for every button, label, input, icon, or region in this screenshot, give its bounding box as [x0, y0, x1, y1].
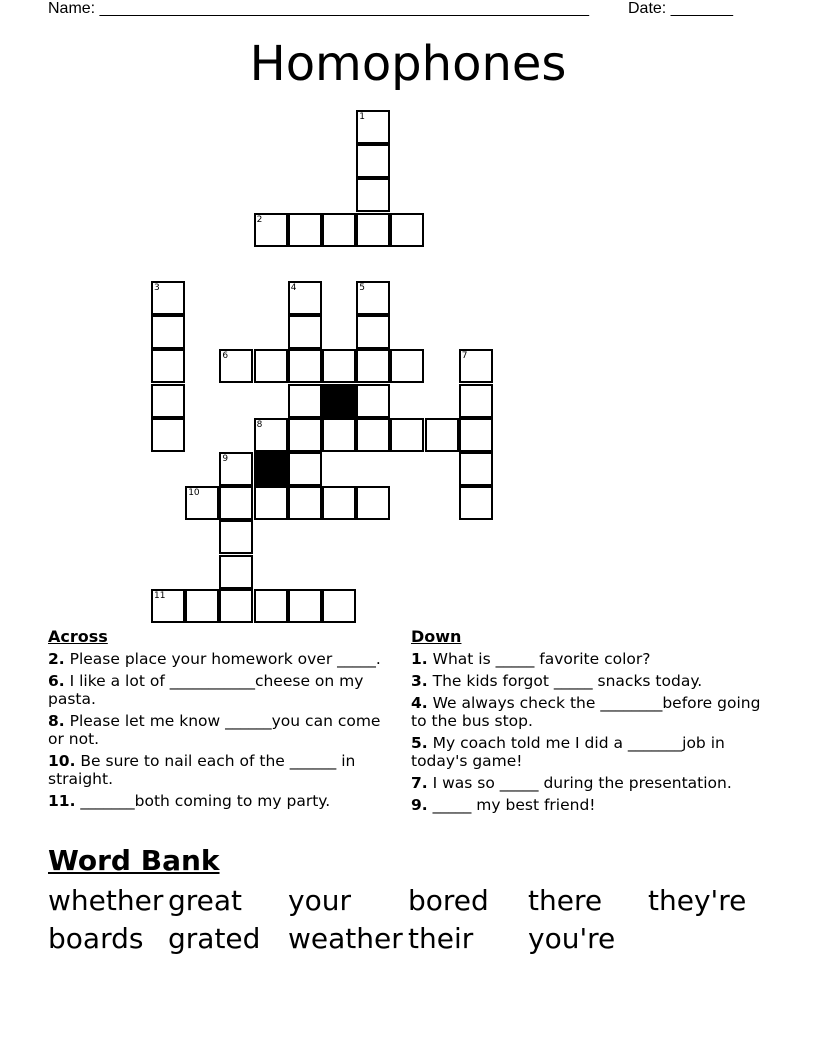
crossword-cell[interactable]: [219, 555, 253, 589]
crossword-cell[interactable]: [254, 589, 288, 623]
cell-number: 1: [359, 112, 365, 122]
crossword-cell[interactable]: [459, 452, 493, 486]
crossword-block: [322, 384, 356, 418]
crossword-cell[interactable]: [254, 349, 288, 383]
page-title: Homophones: [249, 36, 567, 92]
cell-number: 2: [256, 214, 263, 225]
crossword-cell[interactable]: [288, 213, 322, 247]
crossword-cell[interactable]: [390, 349, 424, 383]
crossword-cell[interactable]: [356, 349, 390, 383]
crossword-cell[interactable]: [219, 349, 253, 383]
crossword-cell[interactable]: [322, 349, 356, 383]
cell-number: 11: [154, 590, 166, 601]
crossword-cell[interactable]: [151, 349, 185, 383]
cell-number: 10: [188, 488, 200, 499]
crossword-cell[interactable]: [356, 178, 390, 212]
crossword-cell[interactable]: [322, 418, 356, 452]
clue-across-11: 11. _______both coming to my party.: [48, 792, 331, 810]
crossword-cell[interactable]: [219, 520, 253, 554]
down-heading: Down: [411, 627, 462, 646]
crossword-cell[interactable]: [356, 315, 390, 349]
crossword-cell[interactable]: [288, 418, 322, 452]
name-line[interactable]: Name: _______________________________________________________: [48, 0, 589, 17]
word-bank-word: their: [408, 922, 474, 955]
crossword-cell[interactable]: [322, 213, 356, 247]
clue-down-9: 9. _____ my best friend!: [411, 796, 596, 814]
clue-down-7: 7. I was so _____ during the presentation.: [411, 774, 732, 792]
crossword-cell[interactable]: [459, 486, 493, 520]
crossword-cell[interactable]: [288, 589, 322, 623]
across-clues: [48, 628, 388, 814]
crossword-cell[interactable]: [322, 589, 356, 623]
crossword-cell[interactable]: [219, 486, 253, 520]
word-bank-word: your: [288, 884, 351, 917]
crossword-cell[interactable]: [425, 418, 459, 452]
clue-across-2: 2. Please place your homework over _____.: [48, 650, 381, 668]
crossword-cell[interactable]: [151, 589, 185, 623]
clue-across-8: 8. Please let me know ______you can come or not.: [48, 712, 381, 748]
crossword-cell[interactable]: [356, 384, 390, 418]
clue-down-5: 5. My coach told me I did a _______job in today's game!: [411, 734, 725, 770]
clue-across-6: 6. I like a lot of ___________cheese on my pasta.: [48, 672, 364, 708]
crossword-cell[interactable]: [322, 486, 356, 520]
crossword-cell[interactable]: [356, 486, 390, 520]
cell-number: 6: [222, 351, 229, 362]
clue-down-3: 3. The kids forgot _____ snacks today.: [411, 672, 703, 690]
crossword-cell[interactable]: [288, 349, 322, 383]
clue-down-4: 4. We always check the ________before going to the bus stop.: [411, 694, 761, 730]
crossword-cell[interactable]: [459, 418, 493, 452]
crossword-cell[interactable]: [219, 589, 253, 623]
cell-number: 9: [222, 454, 229, 464]
crossword-cell[interactable]: [254, 213, 288, 247]
cell-number: 3: [154, 283, 160, 293]
crossword-block: [254, 452, 288, 486]
crossword-cell[interactable]: [151, 315, 185, 349]
crossword-cell[interactable]: [254, 486, 288, 520]
crossword-cell[interactable]: [288, 384, 322, 418]
crossword-cell[interactable]: [151, 384, 185, 418]
word-bank: [48, 882, 768, 958]
crossword-cell[interactable]: [185, 486, 219, 520]
cell-number: 8: [256, 419, 263, 430]
word-bank-title: Word Bank: [48, 844, 220, 877]
crossword-cell[interactable]: [390, 418, 424, 452]
clue-across-10: 10. Be sure to nail each of the ______ in straight.: [48, 752, 356, 788]
clue-down-1: 1. What is _____ favorite color?: [411, 650, 651, 668]
crossword-cell[interactable]: [356, 213, 390, 247]
crossword-cell[interactable]: [185, 589, 219, 623]
across-heading: Across: [48, 627, 108, 646]
crossword-cell[interactable]: [288, 452, 322, 486]
word-bank-word: bored: [408, 884, 489, 917]
crossword-cell[interactable]: [288, 486, 322, 520]
word-bank-word: they're: [648, 884, 747, 917]
cell-number: 7: [461, 351, 468, 362]
crossword-cell[interactable]: [459, 349, 493, 383]
crossword-cell[interactable]: [356, 418, 390, 452]
crossword-cell[interactable]: [356, 110, 390, 144]
down-clues: [411, 628, 761, 818]
word-bank-word: grated: [168, 922, 261, 955]
word-bank-word: boards: [48, 922, 144, 955]
crossword-cell[interactable]: [254, 418, 288, 452]
cell-number: 5: [359, 283, 365, 293]
cell-number: 4: [290, 283, 297, 293]
date-line[interactable]: Date: _______: [628, 0, 733, 17]
word-bank-word: weather: [288, 922, 403, 955]
word-bank-word: great: [168, 884, 243, 917]
crossword-cell[interactable]: [356, 281, 390, 315]
word-bank-word: you're: [528, 922, 616, 955]
word-bank-word: whether: [48, 884, 164, 917]
crossword-cell[interactable]: [219, 452, 253, 486]
crossword-cell[interactable]: [356, 144, 390, 178]
crossword-cell[interactable]: [288, 315, 322, 349]
crossword-cell[interactable]: [288, 281, 322, 315]
crossword-cell[interactable]: [390, 213, 424, 247]
crossword-cell[interactable]: [459, 384, 493, 418]
crossword-cell[interactable]: [151, 418, 185, 452]
crossword-cell[interactable]: [151, 281, 185, 315]
word-bank-word: there: [528, 884, 603, 917]
